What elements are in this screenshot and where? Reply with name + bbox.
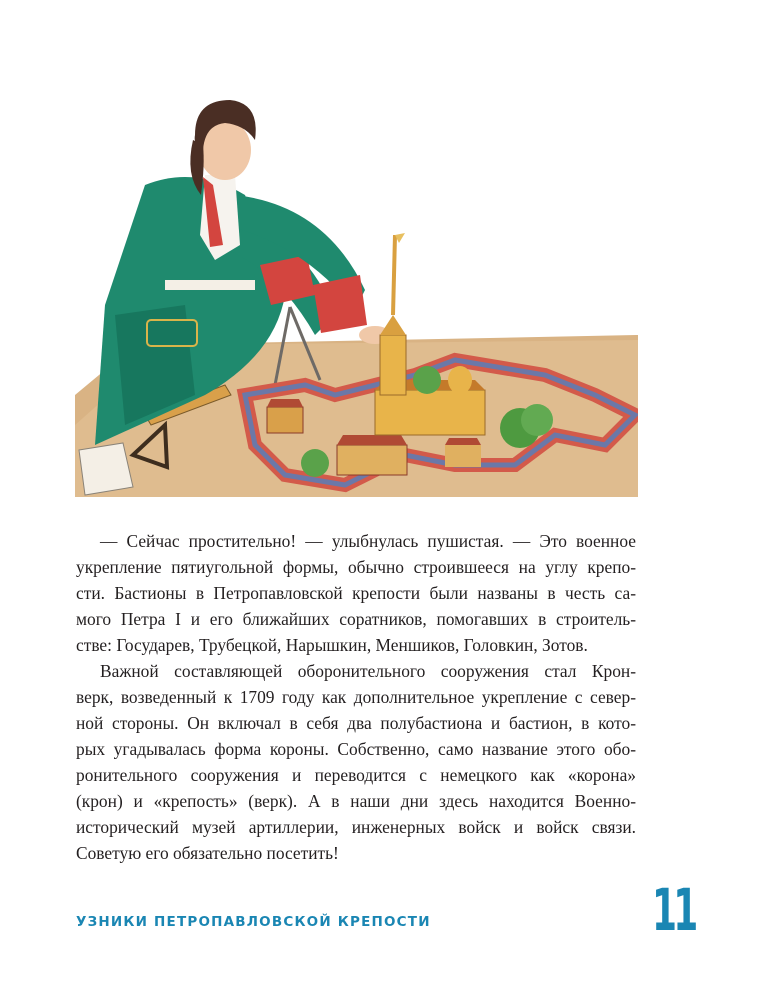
text-line: сти. Бастионы в Петропавловской крепости были названы в честь са- xyxy=(76,583,636,603)
running-title: УЗНИКИ ПЕТРОПАВЛОВСКОЙ КРЕПОСТИ xyxy=(76,914,431,930)
text-line: ной стороны. Он включал в себя два полубастиона и бастион, в кото- xyxy=(76,713,636,733)
page-number: 11 xyxy=(652,876,695,944)
text-line: верк, возведенный к 1709 году как дополнительное укрепление с север- xyxy=(76,687,636,707)
main-text xyxy=(76,528,636,866)
text-line: укрепление пятиугольной формы, обычно строившееся на углу крепо- xyxy=(76,557,636,577)
paragraph-2 xyxy=(76,658,636,866)
text-line: стве: Государев, Трубецкой, Нарышкин, Меншиков, Головкин, Зотов. xyxy=(76,635,588,655)
text-line: ронительного сооружения и переводится с немецкого как «корона» xyxy=(76,765,636,785)
text-line: — Сейчас простительно! — улыбнулась пушистая. — Это военное xyxy=(100,531,636,551)
book-illustration xyxy=(75,95,638,497)
text-line: мого Петра I и его ближайших соратников, помогавших в строитель- xyxy=(76,609,636,629)
text-line: Важной составляющей оборонительного сооружения стал Крон- xyxy=(100,661,636,681)
text-line: рых угадывалась форма короны. Собственно, само название этого обо- xyxy=(76,739,636,759)
paragraph-1 xyxy=(76,528,636,658)
text-line: Советую его обязательно посетить! xyxy=(76,843,339,863)
peter-fortress-illustration xyxy=(75,95,638,497)
text-line: исторический музей артиллерии, инженерных войск и войск связи. xyxy=(76,817,636,837)
text-line: (крон) и «крепость» (верк). А в наши дни здесь находится Военно- xyxy=(76,791,636,811)
